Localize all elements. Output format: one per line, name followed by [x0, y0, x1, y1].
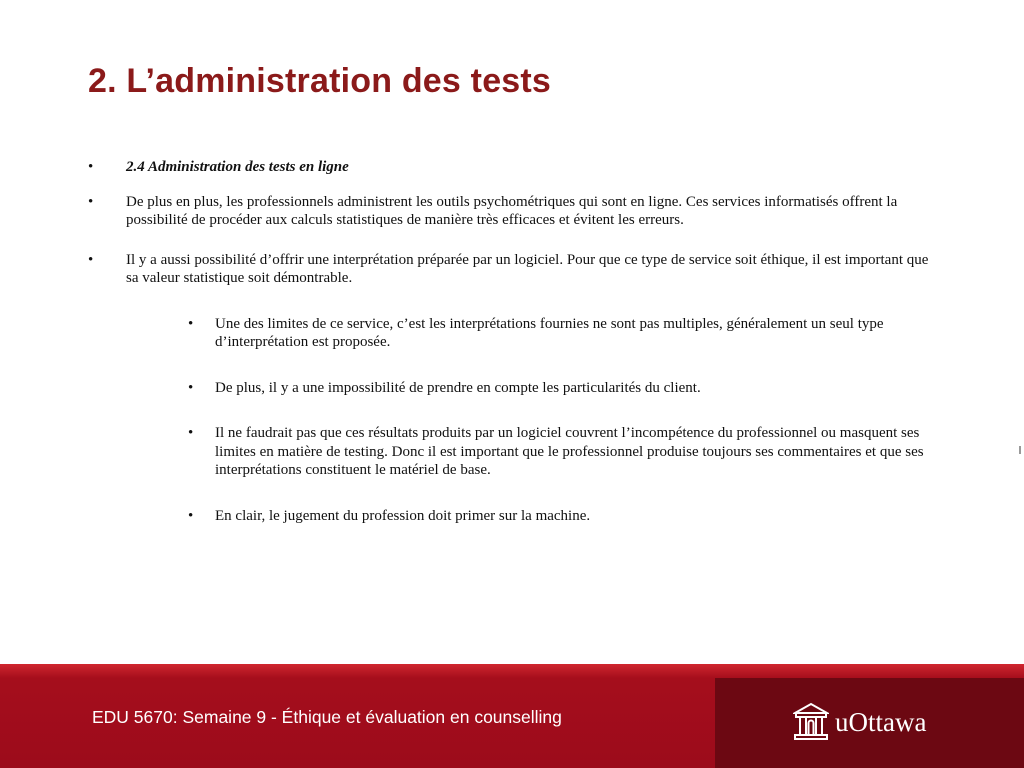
sub-bullet-text: Une des limites de ce service, c’est les interprétations fournies ne sont pas multiples, généralement un seul type d’interprétation est proposée.: [215, 315, 884, 350]
bullet-glyph: •: [188, 425, 194, 441]
uottawa-logo: [793, 702, 926, 742]
bullet-text: De plus en plus, les professionnels administrent les outils psychométriques qui sont en ligne. Ces services informatisés offrent la possibilité de procéder aux calculs statistiques de manière très efficaces et évitent les erreurs.: [126, 193, 898, 228]
edge-mark: [1019, 446, 1021, 454]
bullet-item: [88, 193, 938, 230]
sub-bullet-item: [88, 424, 938, 480]
bullet-glyph: •: [88, 159, 94, 175]
footer-course-label: EDU 5670: Semaine 9 - Éthique et évaluation en counselling: [92, 707, 562, 727]
bullet-glyph: •: [188, 507, 194, 524]
university-building-icon: [793, 702, 829, 742]
bullet-item-section-heading: [88, 158, 938, 177]
bullet-glyph: •: [88, 193, 94, 210]
section-heading-text: 2.4 Administration des tests en ligne: [126, 159, 349, 175]
sub-bullet-text: Il ne faudrait pas que ces résultats produits par un logiciel couvrent l’incompétence du professionnel ou masquent ses limites en matière de testing. Donc il est important que le professionnel produise toujours ses commentaires et que ses interprétations constituent le matériel de base.: [215, 425, 924, 478]
sub-bullet-item: [88, 379, 938, 398]
sub-bullet-item: [88, 507, 938, 526]
bullet-glyph: •: [188, 379, 194, 396]
sub-bullet-text: De plus, il y a une impossibilité de prendre en compte les particularités du client.: [215, 379, 701, 396]
logo-wordmark: uOttawa: [835, 706, 927, 737]
bullet-glyph: •: [188, 315, 194, 332]
slide-title: 2. L’administration des tests: [88, 62, 552, 100]
sub-bullet-text: En clair, le jugement du profession doit primer sur la machine.: [215, 507, 591, 524]
bullet-glyph: •: [88, 251, 94, 268]
sub-bullet-item: [88, 315, 938, 352]
bullet-text: Il y a aussi possibilité d’offrir une interprétation préparée par un logiciel. Pour que ce type de service soit éthique, il est important que sa valeur statistique soit démontrable.: [126, 251, 929, 286]
bullet-item: [88, 251, 938, 288]
bullet-list: [88, 158, 938, 525]
